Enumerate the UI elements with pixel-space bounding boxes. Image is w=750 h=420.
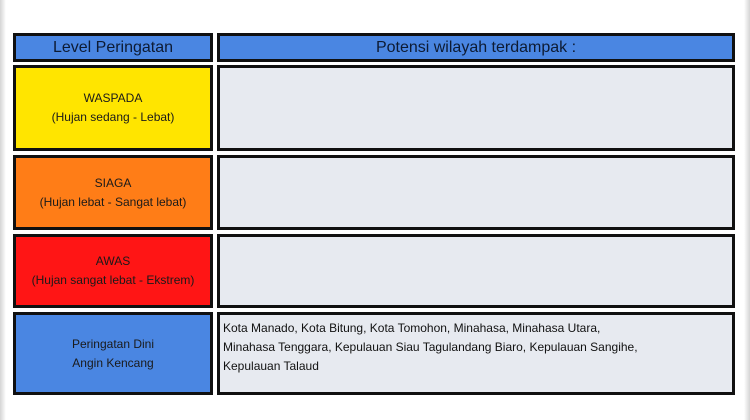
area-list (220, 68, 226, 76)
level-title: WASPADA (83, 91, 143, 105)
header-area-label: Potensi wilayah terdampak : (375, 38, 577, 56)
area-cell-siaga (217, 155, 735, 230)
level-text-waspada (52, 89, 175, 127)
level-cell-awas (13, 234, 213, 308)
table-row-waspada (13, 65, 735, 151)
level-title: SIAGA (94, 175, 132, 190)
area-cell-awas (217, 234, 735, 308)
table-row-siaga (13, 155, 735, 230)
area-cell-waspada (217, 65, 735, 151)
table-row-peringatan-dini (13, 312, 735, 395)
level-cell-peringatan-dini (13, 312, 213, 395)
table-header (13, 33, 735, 62)
area-list: Kota Manado, Kota Bitung, Kota Tomohon, Minahasa, Minahasa Utara, Minahasa Tenggara, Kepulauan Siau Tagulandang Biaro, Kepulauan Sangihe, Kepulauan Talaud (223, 321, 638, 373)
level-subtitle: (Hujan sedang - Lebat) (51, 110, 175, 124)
level-title: Peringatan Dini (71, 336, 155, 351)
level-subtitle: Angin Kencang (72, 355, 154, 370)
area-list (220, 158, 226, 166)
level-cell-siaga (13, 155, 213, 230)
table-row-awas (13, 234, 735, 308)
left-edge-shadow (0, 0, 6, 420)
level-title: AWAS (95, 254, 131, 268)
right-edge-shadow (744, 0, 750, 420)
level-text-peringatan-dini (72, 335, 154, 373)
header-level-label: Level Peringatan (52, 38, 174, 56)
header-level-cell (13, 33, 213, 62)
header-area-cell (217, 33, 735, 62)
level-subtitle: (Hujan lebat - Sangat lebat) (39, 194, 187, 209)
level-subtitle: (Hujan sangat lebat - Ekstrem) (31, 273, 195, 287)
level-text-awas (32, 252, 195, 290)
warning-table (13, 33, 735, 399)
area-list (220, 237, 226, 245)
area-cell-peringatan-dini (217, 312, 735, 395)
level-text-siaga (40, 174, 187, 212)
level-cell-waspada (13, 65, 213, 151)
